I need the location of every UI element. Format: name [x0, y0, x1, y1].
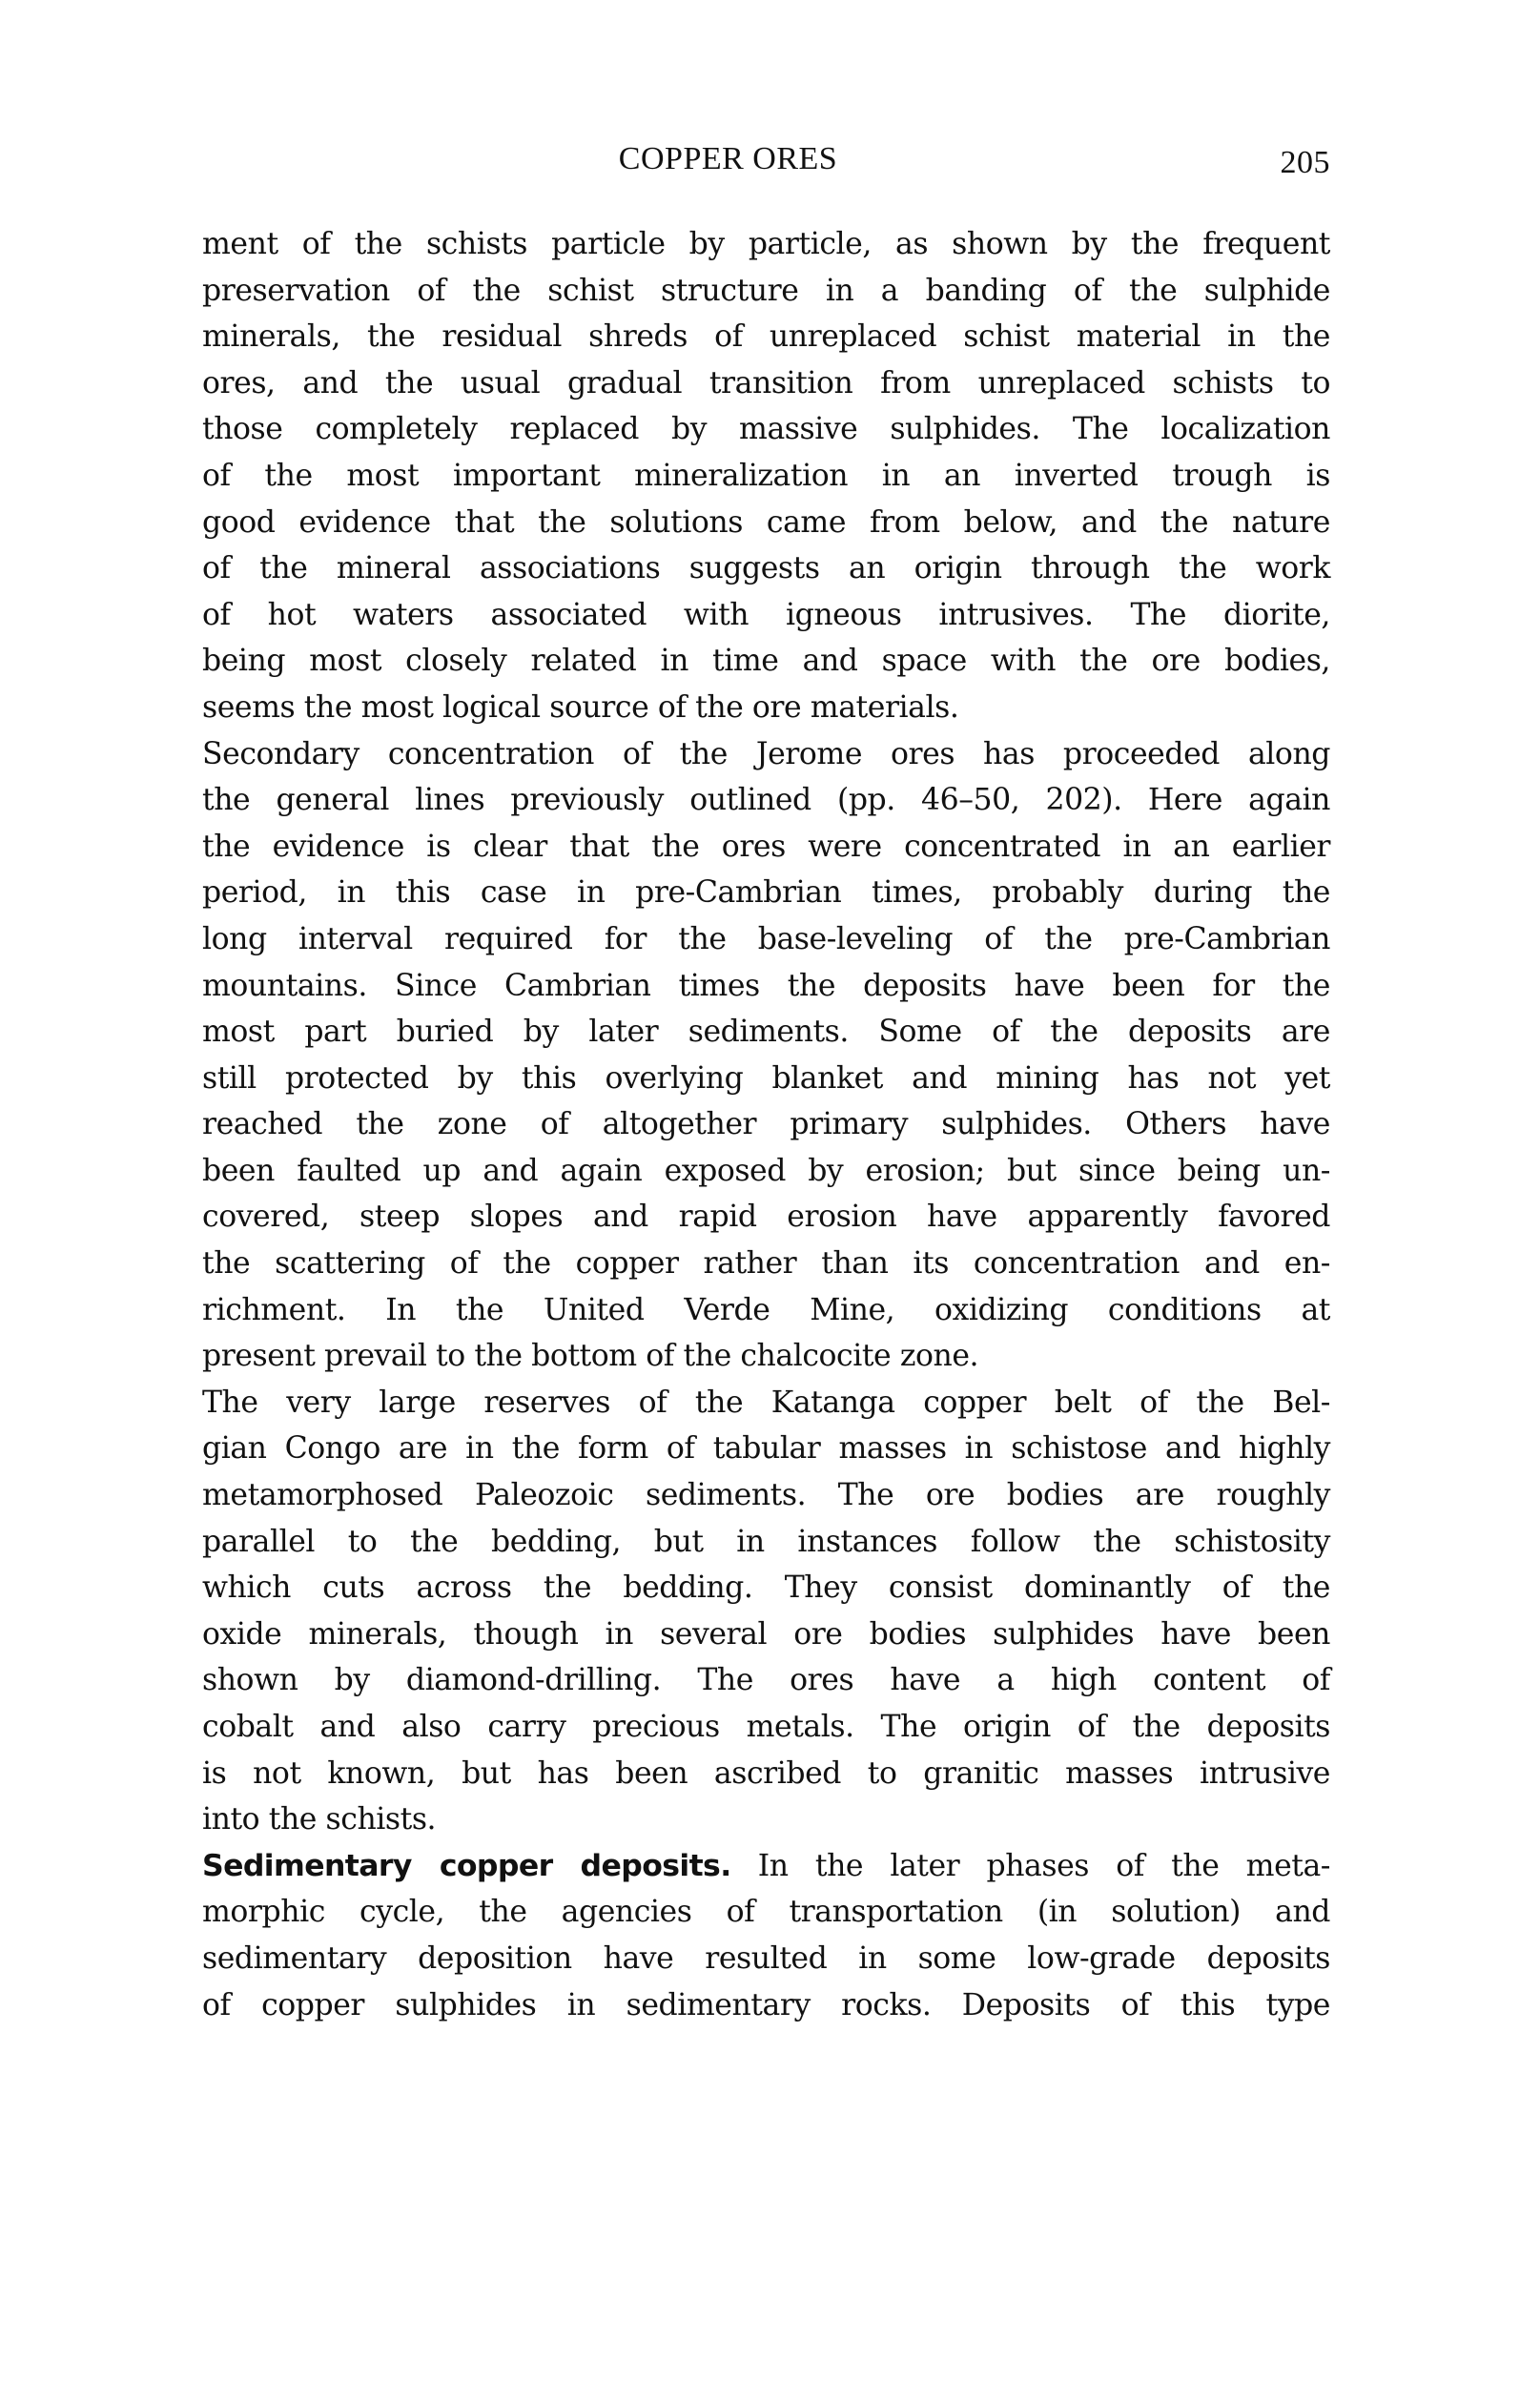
text-line: reached the zone of altogether primary sulphides. Others have	[202, 1107, 1330, 1142]
text-line: oxide minerals, though in several ore bodies sulphides have been	[202, 1616, 1330, 1652]
text-line: Secondary concentration of the Jerome ores has proceeded along	[202, 736, 1330, 771]
text-line: richment. In the United Verde Mine, oxidizing conditions at	[202, 1292, 1330, 1327]
text-line: ment of the schists particle by particle, as shown by the frequent	[202, 227, 1330, 261]
text-line: good evidence that the solutions came from below, and the nature	[202, 504, 1330, 540]
text-line: of the most important mineralization in an inverted trough is	[202, 458, 1330, 493]
text-line: present prevail to the bottom of the chalcocite zone.	[202, 1339, 979, 1374]
running-head-title: COPPER ORES	[618, 141, 838, 176]
text-line: long interval required for the base-leveling of the pre-Cambrian	[202, 921, 1330, 956]
text-line: of copper sulphides in sedimentary rocks. Deposits of this type	[202, 1987, 1330, 2022]
text-line	[202, 1843, 1330, 1890]
text-line: covered, steep slopes and rapid erosion have apparently favored	[202, 1200, 1330, 1235]
text-line: The very large reserves of the Katanga copper belt of the Bel-	[202, 1385, 1330, 1420]
text-line: period, in this case in pre-Cambrian times, probably during the	[202, 875, 1330, 911]
text-line: ores, and the usual gradual transition from unreplaced schists to	[202, 365, 1330, 400]
section-heading: Sedimentary copper deposits.	[202, 1848, 731, 1883]
body-text	[202, 221, 1330, 2028]
text-line: morphic cycle, the agencies of transportation (in solution) and	[202, 1895, 1330, 1930]
paragraph-3	[202, 1380, 1330, 1843]
text-line: which cuts across the bedding. They consist dominantly of the	[202, 1570, 1330, 1606]
text-line: preservation of the schist structure in a banding of the sulphide	[202, 273, 1330, 308]
text-line: the scattering of the copper rather than its concentration and en-	[202, 1246, 1330, 1282]
text-line: is not known, but has been ascribed to granitic masses intrusive	[202, 1755, 1330, 1791]
text-line: into the schists.	[202, 1802, 437, 1837]
text-line: parallel to the bedding, but in instances follow the schistosity	[202, 1524, 1330, 1559]
text-line: shown by diamond-drilling. The ores have a high content of	[202, 1663, 1330, 1698]
text-line: cobalt and also carry precious metals. The origin of the deposits	[202, 1710, 1330, 1744]
text-line: metamorphosed Paleozoic sediments. The ore bodies are roughly	[202, 1478, 1330, 1513]
text-line: the evidence is clear that the ores were concentrated in an earlier	[202, 829, 1330, 864]
paragraph-2	[202, 731, 1330, 1380]
text-line-remainder: In the later phases of the meta-	[730, 1848, 1330, 1883]
running-head	[202, 133, 1330, 191]
page-number: 205	[1280, 145, 1330, 180]
text-line: been faulted up and again exposed by erosion; but since being un-	[202, 1153, 1330, 1188]
paragraph-4	[202, 1843, 1330, 2028]
text-line: seems the most logical source of the ore materials.	[202, 689, 959, 725]
text-line: most part buried by later sediments. Some of the deposits are	[202, 1015, 1330, 1050]
text-line: of the mineral associations suggests an origin through the work	[202, 551, 1330, 586]
text-line: of hot waters associated with igneous intrusives. The diorite,	[202, 597, 1330, 632]
book-page	[202, 133, 1330, 2028]
text-line: gian Congo are in the form of tabular masses in schistose and highly	[202, 1431, 1330, 1467]
text-line: mountains. Since Cambrian times the deposits have been for the	[202, 968, 1330, 1003]
text-line: being most closely related in time and space with the ore bodies,	[202, 644, 1330, 679]
text-line: those completely replaced by massive sulphides. The localization	[202, 412, 1330, 447]
text-line: still protected by this overlying blanket and mining has not yet	[202, 1060, 1330, 1096]
text-line: sedimentary deposition have resulted in some low-grade deposits	[202, 1940, 1330, 1976]
paragraph-1	[202, 221, 1330, 731]
text-line: the general lines previously outlined (pp. 46–50, 202). Here again	[202, 783, 1330, 818]
text-line: minerals, the residual shreds of unreplaced schist material in the	[202, 319, 1330, 355]
